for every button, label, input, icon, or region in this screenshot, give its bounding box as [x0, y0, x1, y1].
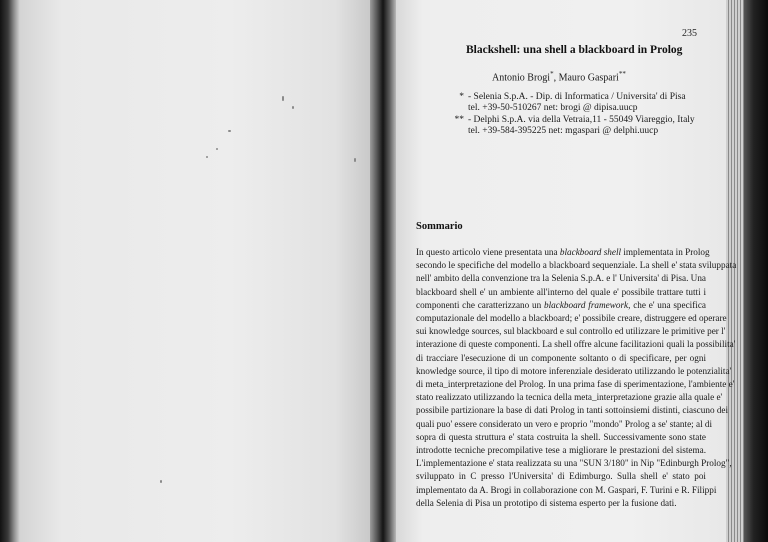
page-speck: [282, 96, 284, 101]
text-run: sui knowledge sources, sul blackboard e sul controllo ed utilizzare le primitive per l': [416, 326, 726, 337]
text-run: possibile partizionare la base di dati Prolog in tanti sottoinsiemi distinti, ciascuno dei: [416, 405, 729, 416]
text-run: secondo le specifiche del modello a blackboard sequenziale. La shell e' stata sviluppata: [416, 260, 737, 271]
text-run: blackboard shell e' un ambiente all'interno del quale e' possibile trattare tutti i: [416, 286, 706, 297]
text-run: implementato da A. Brogi in collaborazione con M. Gaspari, F. Turini e R. Filippi: [416, 484, 717, 495]
abstract-line: [416, 378, 735, 391]
text-run: computazionale del modello a blackboard; e' possibile creare, distruggere ed operare: [416, 313, 727, 324]
book-spine: [370, 0, 396, 542]
affiliation: [442, 92, 686, 114]
italic-term: blackboard shell: [559, 247, 622, 257]
author-line: [492, 70, 626, 83]
affiliation-line: tel. +39-50-510267 net: brogi @ dipisa.uucp: [468, 103, 638, 113]
section-heading: Sommario: [416, 221, 463, 232]
page-speck: [354, 158, 356, 162]
italic-term: blackboard framework: [544, 299, 629, 310]
abstract-line: [416, 404, 729, 417]
affiliation-mark: *: [459, 92, 464, 102]
text-run: sopra di questa struttura e' stata costruita la shell. Successivamente sono state: [416, 431, 706, 442]
abstract-line: [416, 299, 706, 312]
page-speck: [206, 156, 208, 158]
abstract-line: [416, 444, 706, 457]
author-name: Mauro Gaspari: [558, 72, 619, 84]
left-page-blank: [20, 0, 370, 542]
abstract-line: [416, 259, 737, 272]
text-run: interazione di queste componenti. La shell offre alcune facilitazioni quali la possibilita': [416, 339, 736, 350]
abstract-line: [416, 391, 723, 404]
abstract-line: [416, 470, 706, 483]
text-run: implementata in Prolog: [621, 247, 710, 257]
text-run: della Selenia di Pisa un prototipo di sistema esperto per la fusione dati.: [416, 497, 677, 508]
affiliation-line: - Selenia S.p.A. - Dip. di Informatica / Universita' di Pisa: [468, 92, 686, 102]
text-run: sviluppato in C presso l'Universita' di Edimburgo. Sulla shell e' stato poi: [416, 471, 706, 482]
text-run: nell' ambito della convenzione tra la Selenia S.p.A. e l' Universita' di Pisa. Una: [416, 273, 706, 284]
abstract-line: [416, 312, 727, 325]
affiliation-line: - Delphi S.p.A. via della Vetraia,11 - 55049 Viareggio, Italy: [468, 115, 695, 125]
text-run: , che e' una specifica: [628, 299, 706, 310]
book-edge-left: [0, 0, 20, 542]
abstract-line: [416, 497, 706, 510]
footnote-mark: **: [618, 70, 626, 78]
text-run: knowledge source, il tipo di motore inferenziale desiderato utilizzando le potenzialita': [416, 365, 732, 376]
book-edge-right: [744, 0, 768, 542]
page-speck: [160, 480, 162, 483]
text-run: stato realizzato utilizzando la tecnica della meta_interpretazione grazie alla quale e': [416, 392, 723, 403]
affiliation-line: tel. +39-584-395225 net: mgaspari @ delphi.uucp: [468, 126, 659, 136]
text-run: di tracciare l'esecuzione di un componente soltanto o di specificare, per ogni: [416, 352, 706, 363]
text-run: quali puo' essere considerato un vero e proprio "mondo" Prolog a se' stante; al di: [416, 418, 713, 429]
page-speck: [216, 148, 218, 150]
page-speck: [228, 130, 231, 132]
page-speck: [292, 106, 294, 109]
abstract-line: [416, 286, 706, 299]
text-run: componenti che caratterizzano un: [416, 299, 544, 310]
abstract-text: [416, 246, 737, 510]
text-run: di meta_interpretazione del Prolog. In una prima fase di sperimentazione, l'ambiente e': [416, 379, 735, 390]
paper-title: Blackshell: una shell a blackboard in Prolog: [466, 44, 683, 56]
affiliation: [442, 115, 695, 137]
text-run: introdotte tecniche precompilative tese a migliorare le prestazioni del sistema.: [416, 445, 706, 456]
abstract-line: [416, 457, 732, 470]
abstract-line: [416, 272, 706, 285]
text-run: L'implementazione e' stata realizzata su una "SUN 3/180" in Nip "Edinburgh Prolog",: [416, 458, 732, 469]
author-name: Antonio Brogi: [492, 72, 551, 84]
text-run: In questo articolo viene presentata una: [416, 247, 560, 257]
abstract-line: [416, 325, 726, 338]
abstract-line: [416, 246, 710, 259]
abstract-line: [416, 365, 732, 378]
abstract-line: [416, 418, 713, 431]
abstract-line: [416, 352, 706, 365]
abstract-line: [416, 338, 736, 351]
abstract-line: [416, 431, 706, 444]
affiliation-mark: **: [454, 115, 464, 125]
page-number: 235: [682, 28, 697, 39]
abstract-line: [416, 484, 717, 497]
footnote-mark: *: [550, 70, 554, 78]
author-separator: ,: [553, 72, 559, 84]
